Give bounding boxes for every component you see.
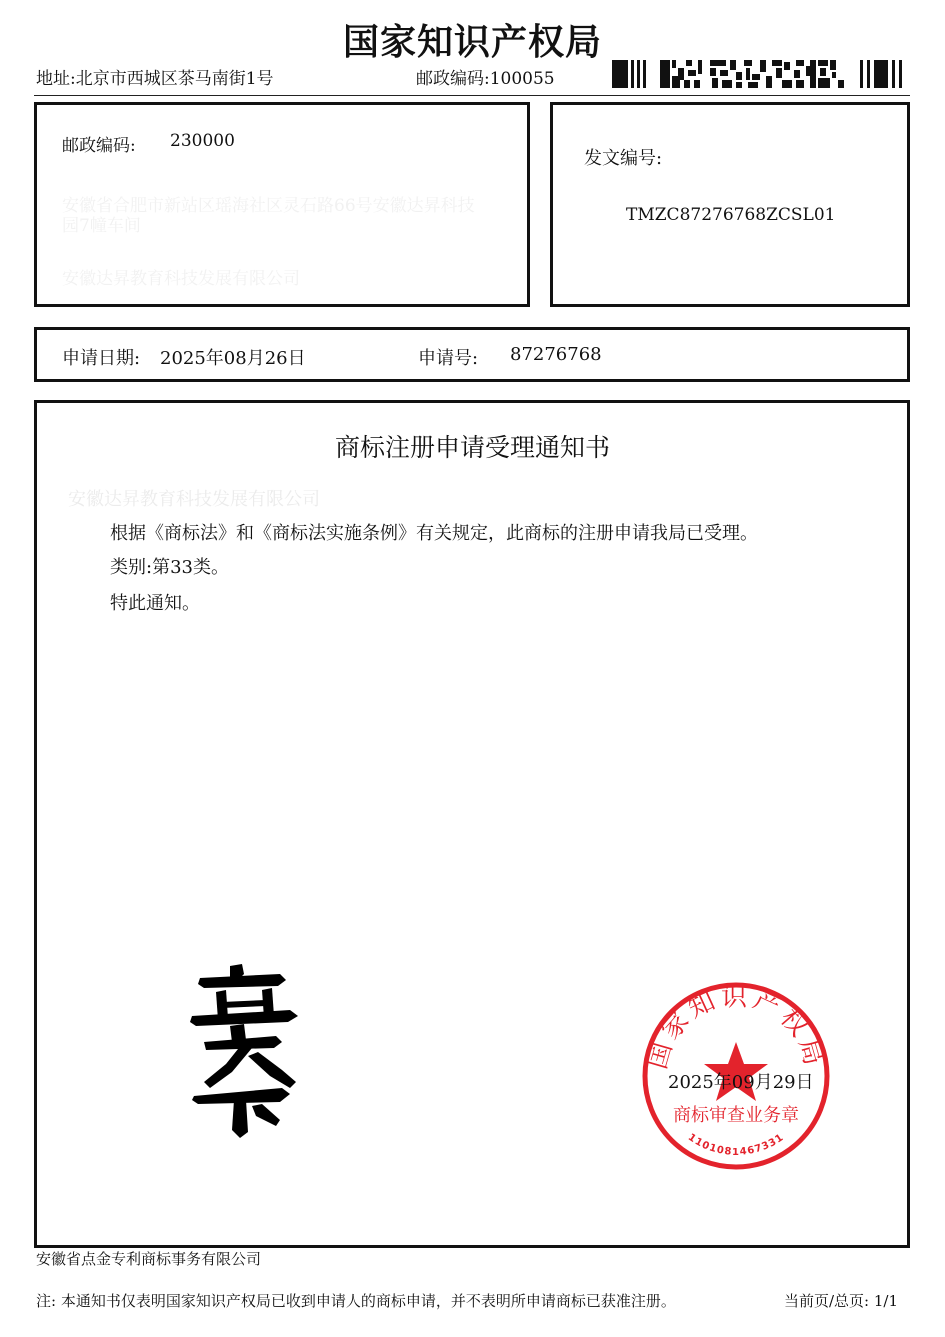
seal-bottom-text: 商标审查业务章 xyxy=(673,1105,799,1126)
barcode-graphic xyxy=(612,58,906,90)
notice-line2: 类别:第33类。 xyxy=(110,557,229,578)
page-indicator: 当前页/总页: 1/1 xyxy=(784,1292,899,1310)
recipient-postcode: 230000 xyxy=(170,131,235,151)
office-address: 地址:北京市西城区茶马南街1号 xyxy=(36,69,274,89)
agency-name: 安徽省点金专利商标事务有限公司 xyxy=(36,1250,262,1268)
office-postcode: 邮政编码:100055 xyxy=(416,69,555,89)
signature-graphic xyxy=(186,960,306,1140)
header-divider xyxy=(34,95,910,96)
svg-text:1101081467331 xyxy=(686,1132,786,1158)
recipient-address-line2: 园7幢车间 xyxy=(62,216,141,236)
footer-note: 注: 本通知书仅表明国家知识产权局已收到申请人的商标申请，并不表明所申请商标已获准注册。 xyxy=(36,1292,676,1310)
recipient-address-line1: 安徽省合肥市新站区瑶海社区灵石路66号安徽达昇科技 xyxy=(62,196,475,216)
recipient-name: 安徽达昇教育科技发展有限公司 xyxy=(62,269,300,289)
notice-title: 商标注册申请受理通知书 xyxy=(334,433,610,462)
seal-code: 1101081467331 xyxy=(685,1131,787,1158)
notice-line1: 根据《商标法》和《商标法实施条例》有关规定，此商标的注册申请我局已受理。 xyxy=(110,523,758,544)
application-date: 2025年08月26日 xyxy=(160,348,306,369)
application-date-label: 申请日期: xyxy=(62,348,141,369)
doc-number-label: 发文编号: xyxy=(584,148,663,169)
recipient-postcode-label: 邮政编码: xyxy=(62,136,136,156)
notice-date: 2025年09月29日 xyxy=(668,1072,814,1093)
seal-top-text: 国家知识产权局 xyxy=(642,982,830,1073)
page-title: 国家知识产权局 xyxy=(342,22,602,63)
notice-line3: 特此通知。 xyxy=(110,593,200,614)
application-number-label: 申请号: xyxy=(418,348,479,369)
doc-number: TMZC87276768ZCSL01 xyxy=(626,205,836,225)
application-number: 87276768 xyxy=(510,344,602,365)
notice-addressee: 安徽达昇教育科技发展有限公司 xyxy=(68,489,320,510)
